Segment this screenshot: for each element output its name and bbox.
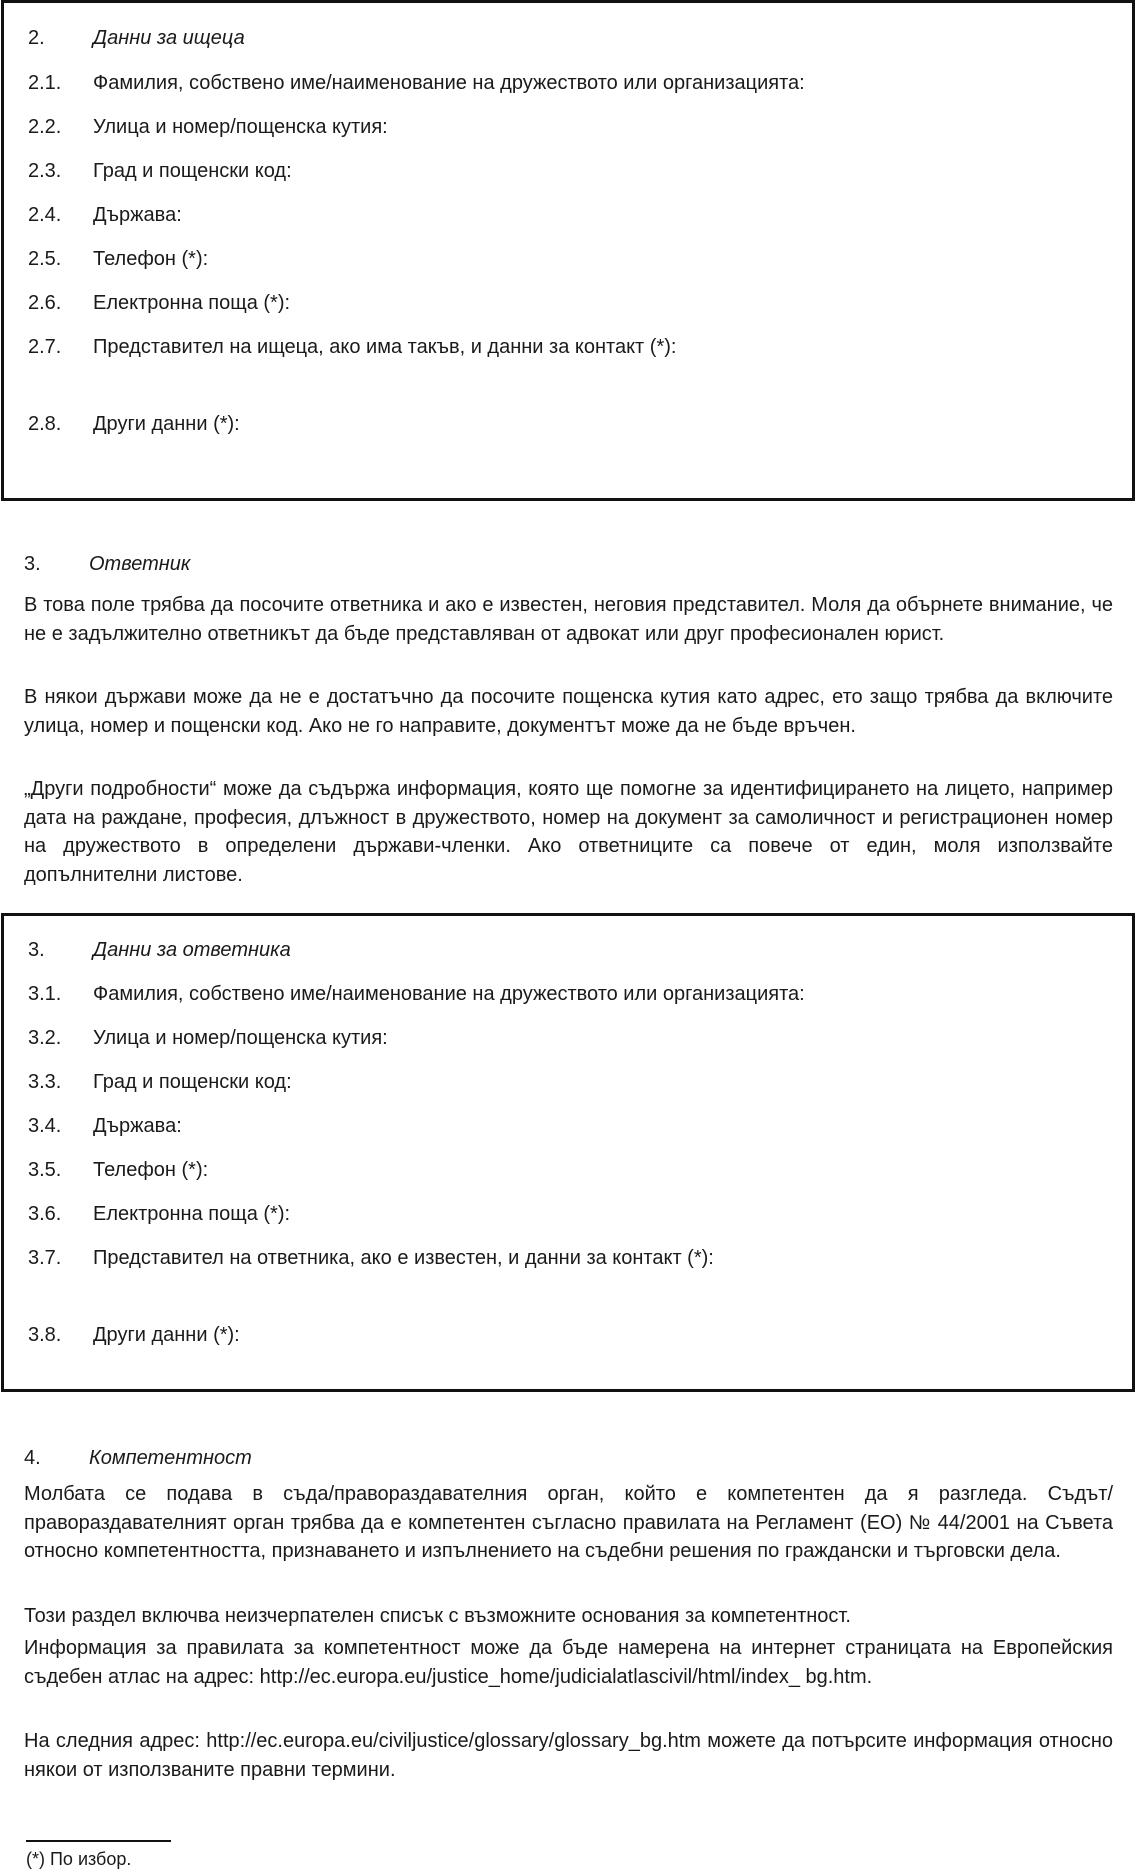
defendant-instructions-paragraph: В това поле трябва да посочите ответника и ако е известен, неговия представител. Моля да обърнете внимание, че не е задължително ответникът да бъде представляван от адвокат или друг професионален юрист. (24, 594, 1113, 645)
field-label: Представител на ищеца, ако има такъв, и данни за контакт (*): (93, 336, 677, 358)
jurisdiction-section-heading (24, 1444, 252, 1472)
defendant-field-name[interactable] (28, 980, 1112, 1008)
field-number: 3.4. (28, 1115, 62, 1137)
field-label: Фамилия, собствено име/наименование на дружеството или организацията: (93, 72, 805, 94)
field-number: 3.6. (28, 1203, 62, 1225)
field-number: 3.2. (28, 1027, 62, 1049)
heading-number: 4. (24, 1447, 41, 1469)
heading-title: Компетентност (89, 1447, 252, 1469)
field-label: Улица и номер/пощенска кутия: (93, 1027, 388, 1049)
applicant-field-other[interactable] (28, 410, 1112, 438)
defendant-instructions-paragraph: „Други подробности“ може да съдържа информация, която ще помогне за идентифицирането на лицето, например дата на раждане, професия, длъжност в дружеството, номер на документ за самоличност и регистрационен номер на дружеството в определени държави-членки. Ако ответниците са повече от един, моля използвайте допълнителни листове. (24, 778, 1113, 886)
heading-number: 2. (28, 27, 45, 49)
field-number: 3.8. (28, 1324, 62, 1346)
heading-title: Данни за ответника (93, 939, 291, 961)
field-label: Телефон (*): (93, 248, 209, 270)
defendant-field-street[interactable] (28, 1024, 1112, 1052)
field-number: 3.5. (28, 1159, 62, 1181)
field-number: 3.3. (28, 1071, 62, 1093)
field-label: Град и пощенски код: (93, 1071, 292, 1093)
applicant-field-street[interactable] (28, 113, 1112, 141)
field-number: 2.6. (28, 292, 62, 314)
applicant-field-email[interactable] (28, 289, 1112, 317)
field-label: Други данни (*): (93, 413, 240, 435)
defendant-field-city[interactable] (28, 1068, 1112, 1096)
field-label: Телефон (*): (93, 1159, 209, 1181)
field-number: 2.3. (28, 160, 62, 182)
field-number: 3.7. (28, 1247, 62, 1269)
applicant-data-box (1, 0, 1135, 501)
field-number: 2.2. (28, 116, 62, 138)
field-number: 2.5. (28, 248, 62, 270)
heading-number: 3. (28, 939, 45, 961)
applicant-field-city[interactable] (28, 157, 1112, 185)
field-number: 2.8. (28, 413, 62, 435)
applicant-field-name[interactable] (28, 69, 1112, 97)
jurisdiction-paragraph: На следния адрес: http://ec.europa.eu/civiljustice/glossary/glossary_bg.htm можете да потърсите информация относно някои от използваните правни термини. (24, 1730, 1113, 1781)
field-label: Държава: (93, 1115, 182, 1137)
heading-number: 3. (24, 553, 41, 575)
footnote-optional: (*) По избор. (26, 1849, 132, 1869)
jurisdiction-paragraph: Информация за правилата за компетентност може да бъде намерена на интернет страницата на Европейския съдебен атлас на адрес: http://ec.europa.eu/justice_home/judicialatlascivil/html/index_ bg.htm. (24, 1637, 1113, 1688)
field-label: Представител на ответника, ако е известен, и данни за контакт (*): (93, 1247, 714, 1269)
defendant-section-heading (24, 550, 190, 578)
defendant-box-heading (28, 936, 1112, 964)
defendant-field-country[interactable] (28, 1112, 1112, 1140)
applicant-field-country[interactable] (28, 201, 1112, 229)
applicant-field-phone[interactable] (28, 245, 1112, 273)
field-number: 2.7. (28, 336, 62, 358)
applicant-box-heading (28, 24, 1112, 52)
field-label: Електронна поща (*): (93, 1203, 291, 1225)
field-label: Град и пощенски код: (93, 160, 292, 182)
defendant-field-email[interactable] (28, 1200, 1112, 1228)
heading-title: Ответник (89, 553, 191, 575)
field-label: Държава: (93, 204, 182, 226)
defendant-instructions-paragraph: В някои държави може да не е достатъчно да посочите пощенска кутия като адрес, ето защо трябва да включите улица, номер и пощенски код. Ако не го направите, документът може да не бъде връчен. (24, 686, 1113, 737)
heading-title: Данни за ищеца (93, 27, 245, 49)
field-label: Електронна поща (*): (93, 292, 291, 314)
field-label: Улица и номер/пощенска кутия: (93, 116, 388, 138)
defendant-field-representative[interactable] (28, 1244, 1112, 1272)
field-label: Фамилия, собствено име/наименование на дружеството или организацията: (93, 983, 805, 1005)
jurisdiction-paragraph: Този раздел включва неизчерпателен списък с възможните основания за компетентност. (24, 1605, 851, 1627)
defendant-field-phone[interactable] (28, 1156, 1112, 1184)
defendant-field-other[interactable] (28, 1321, 1112, 1349)
field-number: 3.1. (28, 983, 62, 1005)
field-label: Други данни (*): (93, 1324, 240, 1346)
defendant-data-box (1, 913, 1135, 1392)
field-number: 2.4. (28, 204, 62, 226)
jurisdiction-paragraph: Молбата се подава в съда/правораздавателния орган, който е компетентен да я разгледа. Съдът/правораздавателният орган трябва да е компетентен съгласно правилата на Регламент (ЕО) № 44/2001 на Съвета относно компетентността, признаването и изпълнението на съдебни решения по граждански и търговски дела. (24, 1483, 1113, 1562)
footnote-divider (26, 1840, 171, 1842)
field-number: 2.1. (28, 72, 62, 94)
applicant-field-representative[interactable] (28, 333, 1112, 361)
